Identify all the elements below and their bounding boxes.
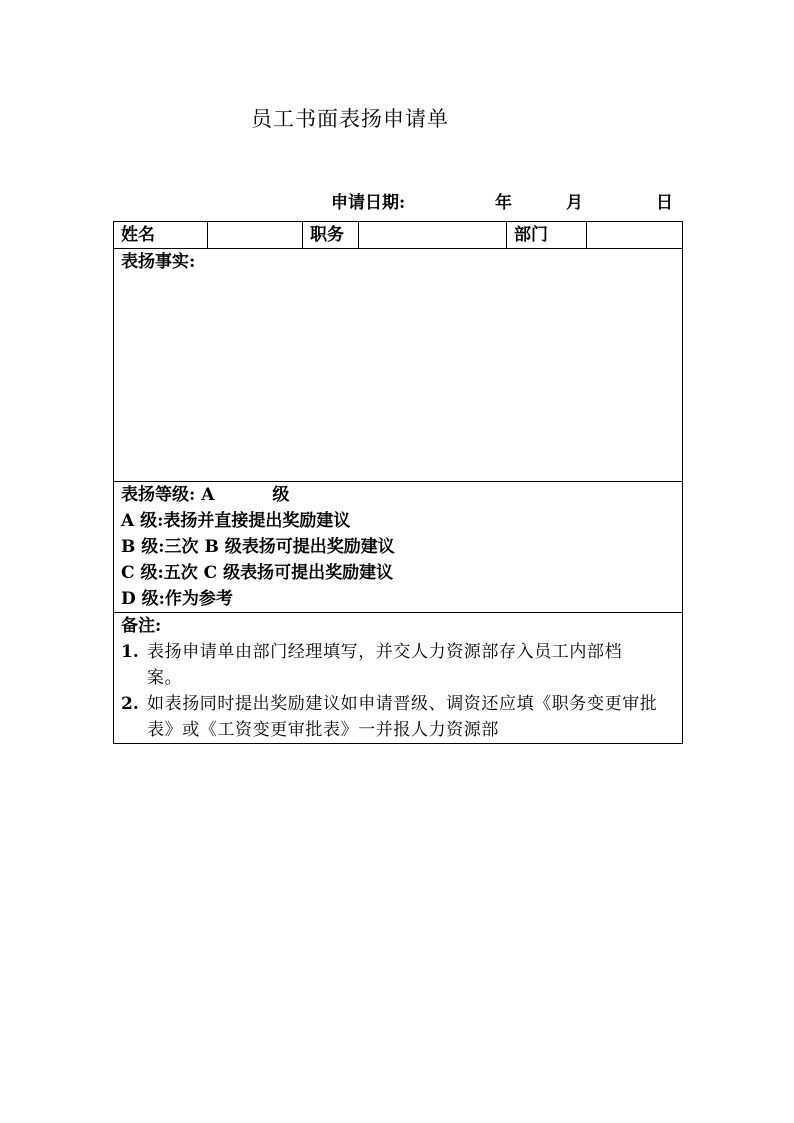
application-date-row bbox=[0, 188, 794, 212]
date-day-label: 日 bbox=[656, 193, 673, 213]
department-label: 部门 bbox=[507, 222, 587, 249]
grade-row bbox=[114, 482, 683, 613]
facts-row bbox=[114, 249, 683, 482]
position-field[interactable] bbox=[359, 222, 507, 249]
name-label: 姓名 bbox=[114, 222, 208, 249]
notes-row bbox=[114, 613, 683, 744]
date-year-label: 年 bbox=[495, 193, 512, 213]
grade-label-line bbox=[121, 482, 675, 508]
position-label: 职务 bbox=[303, 222, 359, 249]
note-text: 表扬申请单由部门经理填写，并交人力资源部存入员工内部档 案。 bbox=[147, 642, 658, 688]
notes-label: 备注: bbox=[121, 616, 162, 636]
facts-label: 表扬事实: bbox=[121, 252, 196, 272]
employee-info-row bbox=[114, 222, 683, 249]
application-date-label: 申请日期: bbox=[331, 193, 406, 213]
department-field[interactable] bbox=[587, 222, 683, 249]
facts-field[interactable] bbox=[114, 249, 683, 482]
grade-section bbox=[114, 482, 683, 613]
commendation-form-table bbox=[113, 221, 683, 744]
grade-label-suffix: 级 bbox=[272, 485, 290, 505]
grade-a-description: A 级:表扬并直接提出奖励建议 bbox=[121, 511, 351, 531]
date-month-label: 月 bbox=[566, 193, 583, 213]
note-item bbox=[121, 691, 675, 743]
grade-c-description: C 级:五次 C 级表扬可提出奖励建议 bbox=[121, 563, 394, 583]
name-field[interactable] bbox=[208, 222, 303, 249]
note-number: 1. bbox=[121, 642, 139, 662]
grade-d-description: D 级:作为参考 bbox=[121, 589, 233, 609]
note-item bbox=[121, 639, 675, 691]
grade-label: 表扬等级: A bbox=[121, 485, 215, 505]
note-text: 如表扬同时提出奖励建议如申请晋级、调资还应填《职务变更审批表》或《工资变更审批表》一并报人力资源部 bbox=[147, 694, 658, 740]
notes-section bbox=[114, 613, 683, 744]
grade-b-description: B 级:三次 B 级表扬可提出奖励建议 bbox=[121, 537, 395, 557]
note-number: 2. bbox=[121, 694, 139, 714]
form-title: 员工书面表扬申请单 bbox=[251, 107, 449, 131]
